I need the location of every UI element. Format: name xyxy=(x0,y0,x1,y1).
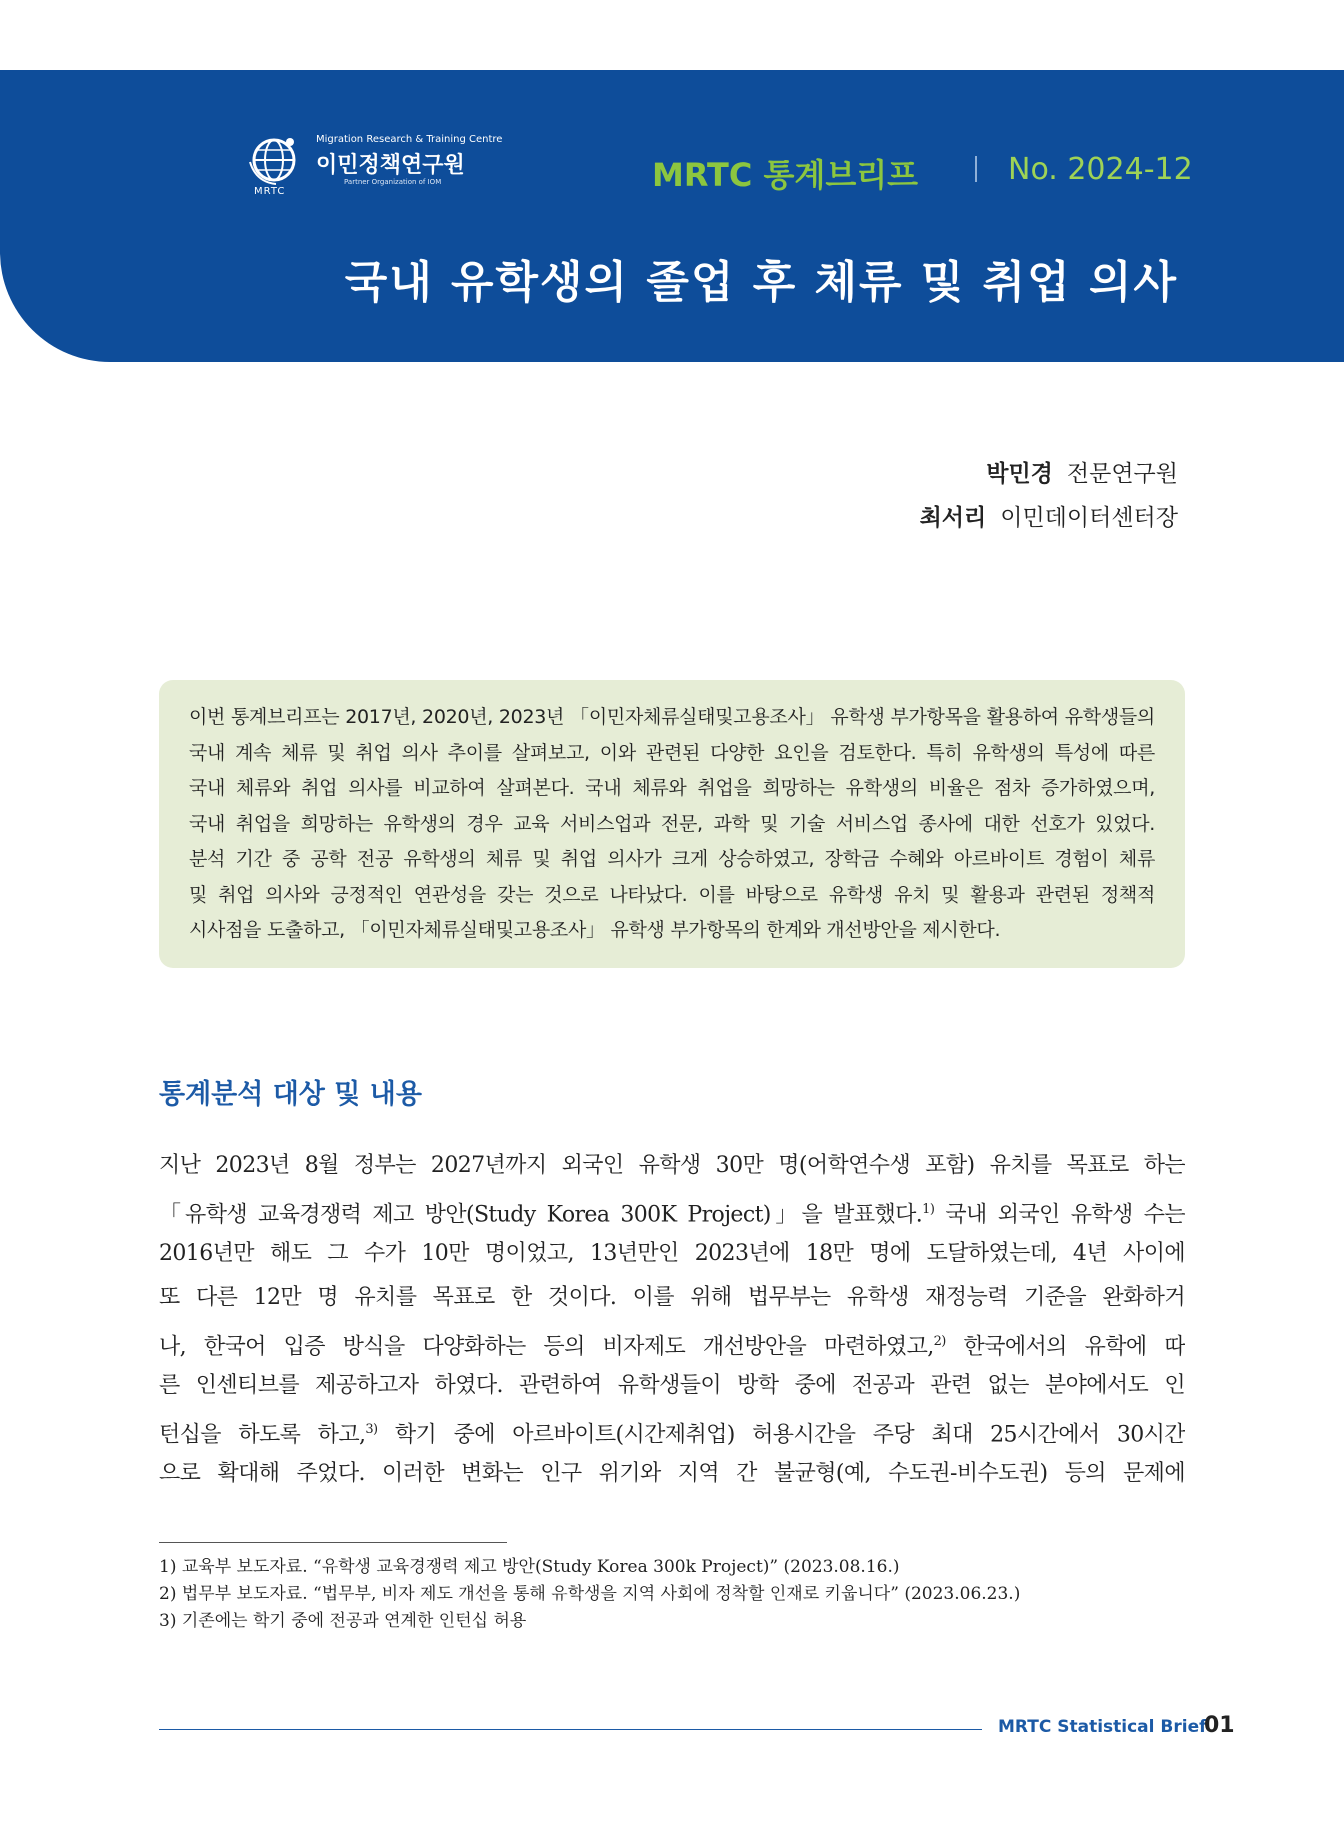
body-line: 른 인센티브를 제공하고자 하였다. 관련하여 유학생들이 방학 중에 전공과 관련 없는 분야에서도 인 xyxy=(159,1373,1185,1398)
summary-line: 국내 계속 체류 및 취업 의사 추이를 살펴보고, 이와 관련된 다양한 요인을 검토한다. 특히 유학생의 특성에 따른 xyxy=(189,741,1155,764)
issue-number: No. 2024-12 xyxy=(1008,152,1193,187)
summary-line: 이번 통계브리프는 2017년, 2020년, 2023년 「이민자체류실태및고용조사」 유학생 부가항목을 활용하여 유학생들의 xyxy=(189,706,1155,728)
body-line: 2016년만 해도 그 수가 10만 명이었고, 13년만인 2023년에 18만 명에 도달하였는데, 4년 사이에 xyxy=(159,1241,1185,1266)
globe-emblem-icon xyxy=(246,132,302,188)
summary-line: 국내 취업을 희망하는 유학생의 경우 교육 서비스업과 전문, 과학 및 기술 서비스업 종사에 대한 선호가 있었다. xyxy=(189,812,1155,835)
series-name: MRTC 통계브리프 xyxy=(652,156,919,194)
author-list xyxy=(920,452,1178,540)
author-name: 최서리 xyxy=(919,504,987,531)
logo-partner: Partner Organization of IOM xyxy=(344,178,442,186)
author-role: 이민데이터센터장 xyxy=(1000,505,1178,531)
footnote-divider xyxy=(159,1542,507,1543)
footnote-ref[interactable]: 1) xyxy=(922,1202,935,1217)
page-number: 01 xyxy=(1204,1713,1235,1738)
page-title: 국내 유학생의 졸업 후 체류 및 취업 의사 xyxy=(344,257,1178,308)
header-banner xyxy=(0,70,1344,362)
author-role: 전문연구원 xyxy=(1066,461,1178,487)
summary-line: 분석 기간 중 공학 전공 유학생의 체류 및 취업 의사가 크게 상승하였고, 장학금 수혜와 아르바이트 경험이 체류 xyxy=(189,848,1155,870)
summary-line: 시사점을 도출하고, 「이민자체류실태및고용조사」 유학생 부가항목의 한계와 개선방안을 제시한다. xyxy=(189,919,1001,941)
section-heading: 통계분석 대상 및 내용 xyxy=(159,1079,422,1110)
summary-box xyxy=(159,680,1185,968)
footer-divider xyxy=(159,1729,982,1730)
author-name: 박민경 xyxy=(986,460,1053,487)
logo-org-ko: 이민정책연구원 xyxy=(316,153,465,178)
body-line: 지난 2023년 8월 정부는 2027년까지 외국인 유학생 30만 명(어학연수생 포함) 유치를 목표로 하는 xyxy=(159,1153,1185,1178)
body-line: 「유학생 교육경쟁력 제고 방안(Study Korea 300K Project)」을 발표했다.$^{1)}$ 국내 외국인 유학생 수는 xyxy=(159,1202,1185,1228)
body-line: 턴십을 하도록 하고,$^{3)}$ 학기 중에 아르바이트(시간제취업) 허용시간을 주당 최대 25시간에서 30시간 xyxy=(159,1422,1185,1448)
footnote-ref[interactable]: 2) xyxy=(933,1334,946,1349)
summary-line: 및 취업 의사와 긍정적인 연관성을 갖는 것으로 나타났다. 이를 바탕으로 유학생 유치 및 활용과 관련된 정책적 xyxy=(189,883,1155,906)
body-line: 또 다른 12만 명 유치를 목표로 한 것이다. 이를 위해 법무부는 유학생 재정능력 기준을 완화하거 xyxy=(159,1285,1185,1310)
footnote-item: 2) 법무부 보도자료. “법무부, 비자 제도 개선을 통해 유학생을 지역 사회에 정착할 인재로 키웁니다” (2023.06.23.) xyxy=(159,1584,1021,1604)
body-line: 나, 한국어 입증 방식을 다양화하는 등의 비자제도 개선방안을 마련하였고,$^{2)}$ 한국에서의 유학에 따 xyxy=(159,1334,1185,1360)
footnote-item: 1) 교육부 보도자료. “유학생 교육경쟁력 제고 방안(Study Korea 300k Project)” (2023.08.16.) xyxy=(159,1557,900,1577)
author-item xyxy=(920,452,1178,496)
logo-org-en: Migration Research & Training Centre xyxy=(316,134,503,145)
body-text xyxy=(159,1144,1185,1496)
summary-line: 국내 체류와 취업 의사를 비교하여 살펴본다. 국내 체류와 취업을 희망하는 유학생의 비율은 점차 증가하였으며, xyxy=(189,777,1155,799)
org-logo xyxy=(232,132,532,202)
author-item xyxy=(920,496,1178,540)
series-divider xyxy=(975,156,977,182)
footnote-ref[interactable]: 3) xyxy=(365,1422,378,1437)
footnotes xyxy=(159,1554,1185,1635)
footer-label: MRTC Statistical Brief xyxy=(998,1717,1207,1737)
body-line: 으로 확대해 주었다. 이러한 변화는 인구 위기와 지역 간 불균형(예, 수도권-비수도권) 등의 문제에 xyxy=(159,1461,1185,1486)
footnote-item: 3) 기존에는 학기 중에 전공과 연계한 인턴십 허용 xyxy=(159,1611,527,1631)
logo-abbr: MRTC xyxy=(254,186,286,197)
